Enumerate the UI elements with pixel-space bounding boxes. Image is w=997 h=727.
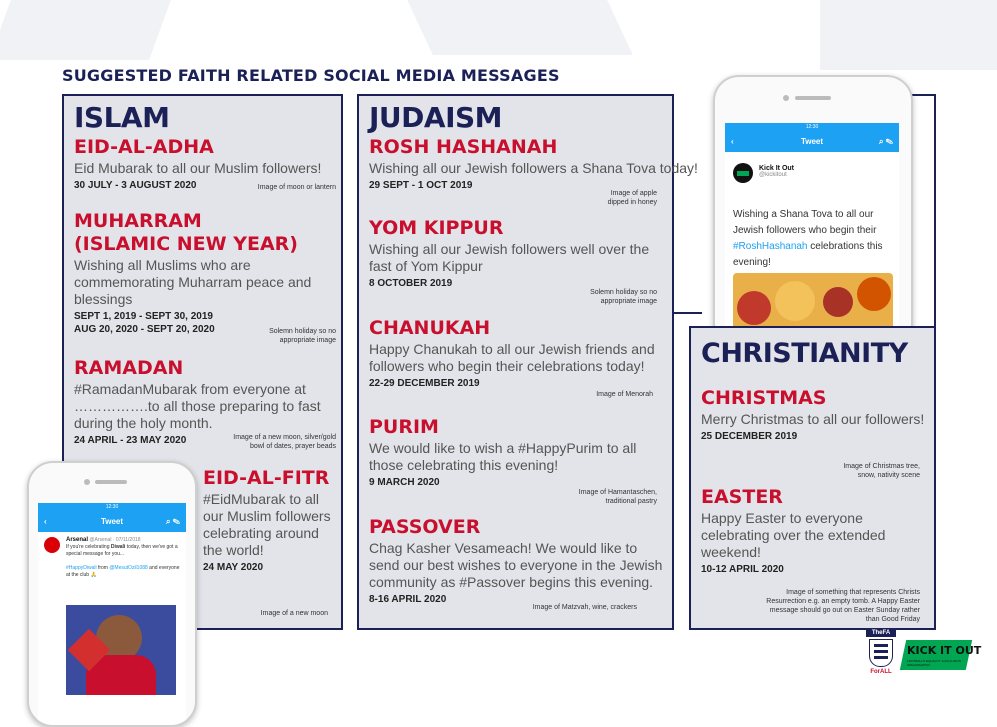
avatar bbox=[733, 163, 753, 183]
event-rosh-hashanah bbox=[369, 136, 709, 192]
image-note: Solemn holiday so no appropriate image bbox=[269, 328, 336, 344]
event-message: Eid Mubarak to all our Muslim followers! bbox=[74, 160, 322, 176]
event-dates: 24 MAY 2020 bbox=[203, 562, 264, 573]
account-name: Kick It Out bbox=[759, 165, 795, 172]
phone-screen: 12:30 ‹ Tweet ⌕ ✎ Arsenal @Arsenal · 07/11/2018 If you're celebrating Diwali today, then we've got a special message for you... #HappyDiwali from @MesutOzil1088 and everyone at the club 🙏 bbox=[38, 503, 186, 725]
image-note: Image of Christmas tree, snow, nativity scene bbox=[843, 463, 920, 479]
avatar bbox=[44, 537, 60, 553]
event-message: Happy Chanukah to all our Jewish friends and followers who begin their celebrations today! bbox=[369, 341, 655, 374]
background-shape bbox=[407, 0, 633, 55]
event-title: PURIM bbox=[369, 416, 439, 438]
search-icon[interactable]: ⌕ ✎ bbox=[166, 517, 180, 526]
image-note: Image of apple dipped in honey bbox=[607, 190, 657, 206]
event-dates: SEPT 1, 2019 - SEPT 30, 2019 bbox=[74, 311, 213, 322]
phone-camera bbox=[783, 95, 789, 101]
event-title: YOM KIPPUR bbox=[369, 217, 504, 239]
event-title: RAMADAN bbox=[74, 357, 184, 379]
event-purim bbox=[369, 416, 669, 489]
phone-speaker bbox=[95, 480, 127, 484]
event-title: CHRISTMAS bbox=[701, 387, 827, 409]
image-note: Image of a new moon bbox=[260, 610, 328, 617]
nav-title: Tweet bbox=[100, 517, 124, 526]
image-note: Image of moon or lantern bbox=[257, 184, 336, 191]
event-message: Chag Kasher Vesameach! We would like to send our best wishes to everyone in the Jewish community as #Passover begins this evening. bbox=[369, 540, 663, 590]
frame-line bbox=[674, 312, 702, 314]
back-icon[interactable]: ‹ bbox=[731, 137, 734, 146]
event-dates: 10-12 APRIL 2020 bbox=[701, 564, 784, 575]
back-icon[interactable]: ‹ bbox=[44, 517, 47, 526]
event-title: CHANUKAH bbox=[369, 317, 491, 339]
event-message: Merry Christmas to all our followers! bbox=[701, 411, 925, 427]
frame-line bbox=[934, 94, 936, 328]
tweet-nav-bar bbox=[38, 512, 186, 532]
event-muharram bbox=[74, 210, 314, 336]
event-dates: 25 DECEMBER 2019 bbox=[701, 431, 798, 442]
phone-camera bbox=[84, 479, 90, 485]
event-eid-al-fitr bbox=[203, 467, 333, 574]
event-passover bbox=[369, 516, 669, 606]
event-message: Wishing all our Jewish followers a Shana Tova today! bbox=[369, 160, 698, 176]
event-dates: AUG 20, 2020 - SEPT 20, 2020 bbox=[74, 324, 215, 335]
hashtag-link[interactable]: #RoshHashanah bbox=[733, 241, 808, 252]
event-dates: 24 APRIL - 23 MAY 2020 bbox=[74, 435, 187, 446]
status-bar: 12:30 bbox=[725, 123, 899, 132]
event-dates: 8-16 APRIL 2020 bbox=[369, 594, 447, 605]
event-dates: 22-29 DECEMBER 2019 bbox=[369, 378, 480, 389]
image-note: Image of Menorah bbox=[596, 391, 653, 398]
event-easter bbox=[701, 486, 921, 576]
nav-title: Tweet bbox=[800, 137, 824, 146]
event-message: We would like to wish a #HappyPurim to all those celebrating this evening! bbox=[369, 440, 637, 473]
event-title: (ISLAMIC NEW YEAR) bbox=[74, 233, 298, 255]
mention-link[interactable]: @MesutOzil1088 bbox=[109, 565, 148, 571]
event-dates: 30 JULY - 3 AUGUST 2020 bbox=[74, 180, 197, 191]
image-note: Image of Matzvah, wine, crackers bbox=[532, 604, 637, 611]
search-icon[interactable]: ⌕ ✎ bbox=[879, 137, 893, 146]
tweet-image bbox=[733, 273, 893, 333]
account-handle: @kickitout bbox=[759, 172, 787, 178]
event-title: PASSOVER bbox=[369, 516, 481, 538]
status-bar: 12:30 bbox=[38, 503, 186, 512]
background-shape bbox=[820, 0, 997, 70]
event-title: EID-AL-ADHA bbox=[74, 136, 214, 158]
event-dates: 8 OCTOBER 2019 bbox=[369, 278, 453, 289]
event-yom-kippur bbox=[369, 217, 669, 290]
kick-it-out-logo: KICK IT OUT FOOTBALL'S EQUALITY & INCLUSION ORGANISATION bbox=[903, 640, 973, 674]
event-message: Wishing all Muslims who are commemorating Muharram peace and blessings bbox=[74, 257, 312, 307]
event-message: #EidMubarak to all our Muslim followers celebrating around the world! bbox=[203, 491, 331, 558]
judaism-heading: JUDAISM bbox=[369, 101, 503, 134]
event-dates: 29 SEPT - 1 OCT 2019 bbox=[369, 180, 473, 191]
page-title: SUGGESTED FAITH RELATED SOCIAL MEDIA MESSAGES bbox=[62, 66, 560, 85]
account-handle: @Arsenal · 07/11/2018 bbox=[89, 537, 141, 543]
event-title: EASTER bbox=[701, 486, 783, 508]
event-chanukah bbox=[369, 317, 669, 390]
christianity-heading: CHRISTIANITY bbox=[701, 338, 908, 369]
event-dates: 9 MARCH 2020 bbox=[369, 477, 440, 488]
tweet-image bbox=[66, 605, 176, 695]
event-title: MUHARRAM bbox=[74, 210, 202, 232]
event-message: #RamadanMubarak from everyone at …………….to all those preparing to fast during the holy month. bbox=[74, 381, 321, 431]
image-note: Image of a new moon, silver/gold bowl of dates, prayer beads bbox=[233, 434, 336, 450]
image-note: Solemn holiday so no appropriate image bbox=[590, 289, 657, 305]
background-shape bbox=[0, 0, 171, 60]
image-note: Image of Hamantaschen, traditional pastry bbox=[578, 489, 657, 505]
image-note: Image of something that represents Christs Resurrection e.g. an empty tomb. A Happy Easter message should go out on Easter Sunday rather than Good Friday bbox=[766, 589, 920, 623]
hashtag-link[interactable]: #HappyDiwali bbox=[66, 565, 97, 571]
event-message: Wishing all our Jewish followers well over the fast of Yom Kippur bbox=[369, 241, 650, 274]
the-fa-logo: TheFA ForALL bbox=[866, 629, 896, 677]
event-christmas bbox=[701, 387, 929, 443]
tweet-text: Wishing a Shana Tova to all our Jewish followers who begin their #RoshHashanah celebrations this evening! bbox=[733, 209, 883, 268]
event-title: ROSH HASHANAH bbox=[369, 136, 558, 158]
account-name: Arsenal bbox=[66, 537, 89, 543]
phone-mockup-right bbox=[713, 75, 913, 349]
tweet-nav-bar bbox=[725, 132, 899, 152]
islam-heading: ISLAM bbox=[74, 101, 170, 134]
phone-mockup-left bbox=[27, 461, 197, 727]
event-title: EID-AL-FITR bbox=[203, 467, 330, 489]
phone-screen bbox=[725, 123, 899, 347]
phone-speaker bbox=[795, 96, 831, 100]
event-message: Happy Easter to everyone celebrating over the extended weekend! bbox=[701, 510, 886, 560]
